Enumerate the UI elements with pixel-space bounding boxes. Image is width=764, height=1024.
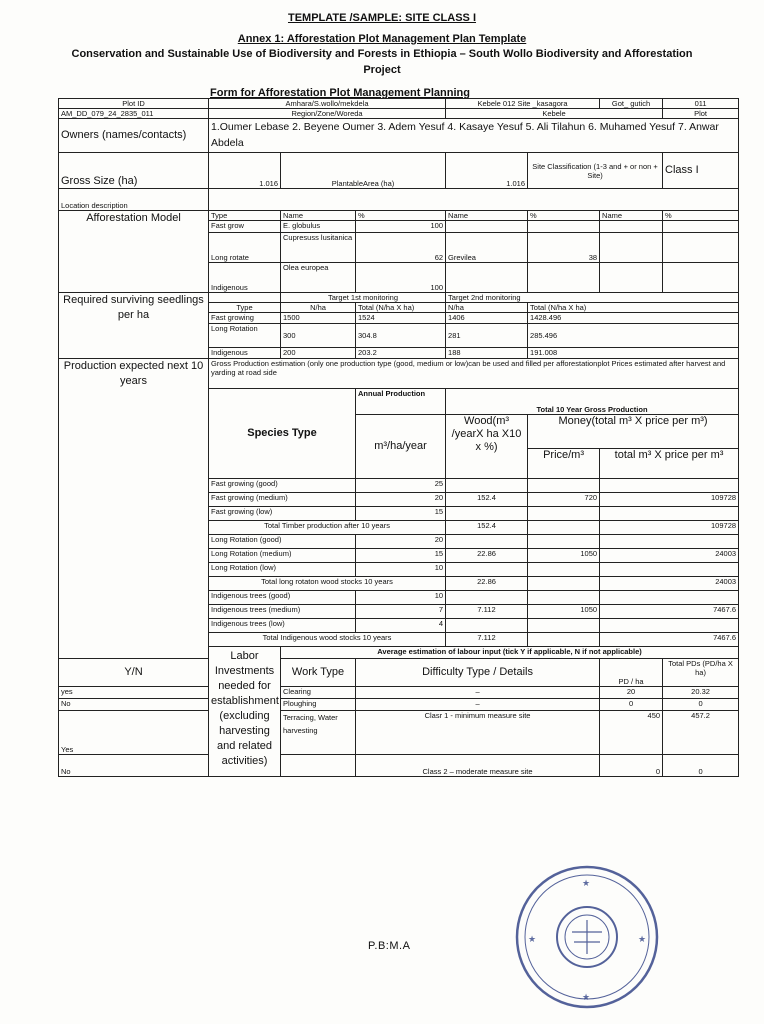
seedling-total-2: 191.008 bbox=[528, 348, 739, 359]
labor-yn: No bbox=[59, 699, 209, 711]
labor-pd-ha: 0 bbox=[600, 755, 663, 777]
production-total bbox=[600, 563, 739, 577]
production-annual: 20 bbox=[356, 493, 446, 507]
labor-detail: Clasr 1 - minimum measure site bbox=[356, 711, 600, 755]
production-species: Indigenous trees (good) bbox=[209, 591, 356, 605]
col-nha-1: N/ha bbox=[281, 303, 356, 313]
production-annual: 15 bbox=[356, 507, 446, 521]
production-total bbox=[600, 591, 739, 605]
labor-yn: No bbox=[59, 755, 209, 777]
production-price: 1050 bbox=[528, 549, 600, 563]
location-value bbox=[209, 189, 739, 211]
labor-work-type bbox=[281, 755, 356, 777]
species-name-2 bbox=[446, 263, 528, 293]
production-species: Long Rotation (low) bbox=[209, 563, 356, 577]
species-pct: 100 bbox=[356, 221, 446, 233]
species-name-3 bbox=[600, 233, 663, 263]
price-header: Price/m³ bbox=[528, 449, 600, 479]
location-label: Location description bbox=[59, 189, 209, 211]
species-pct-3 bbox=[663, 263, 739, 293]
money-header: Money(total m³ X price per m³) bbox=[528, 415, 739, 449]
production-species: Fast growing (good) bbox=[209, 479, 356, 493]
production-wood bbox=[446, 507, 528, 521]
labor-label: Labor Investments needed for establishment (excluding harvesting and related activities) bbox=[209, 647, 281, 777]
plan-form-table bbox=[58, 98, 739, 777]
labor-detail: – bbox=[356, 699, 600, 711]
production-annual: 7 bbox=[356, 605, 446, 619]
col-type: Type bbox=[209, 303, 281, 313]
production-total: 24003 bbox=[600, 549, 739, 563]
production-price bbox=[528, 591, 600, 605]
site-class-value: Class I bbox=[663, 153, 739, 189]
plantable-area-label: PlantableArea (ha) bbox=[281, 153, 446, 189]
labor-total-pds: 457.2 bbox=[663, 711, 739, 755]
production-price bbox=[528, 563, 600, 577]
seedlings-label: Required surviving seedlings per ha bbox=[59, 293, 209, 359]
production-wood bbox=[446, 563, 528, 577]
seedling-type: Long Rotation bbox=[209, 324, 281, 348]
seedling-type: Indigenous bbox=[209, 348, 281, 359]
target-1-label: Target 1st monitoring bbox=[281, 293, 446, 303]
labor-row bbox=[59, 755, 739, 777]
seedling-nha-2: 188 bbox=[446, 348, 528, 359]
production-wood: 152.4 bbox=[446, 521, 528, 535]
labor-pd-ha: 20 bbox=[600, 687, 663, 699]
afforestation-model-label: Afforestation Model bbox=[59, 211, 209, 293]
annual-production-header: Annual Production bbox=[356, 389, 446, 415]
col-type: Type bbox=[209, 211, 281, 221]
species-pct-3 bbox=[663, 233, 739, 263]
admin-value: Amhara/S.wollo/mekdela bbox=[209, 99, 446, 109]
production-note: Gross Production estimation (only one production type (good, medium or low)can be used and filled per afforestationplot Prices estimated after harvest and yarding at road side bbox=[209, 359, 739, 389]
labor-detail: – bbox=[356, 687, 600, 699]
production-total bbox=[600, 507, 739, 521]
labor-header-row bbox=[59, 659, 739, 687]
production-total: 7467.6 bbox=[600, 633, 739, 647]
labor-row bbox=[59, 699, 739, 711]
owners-value: 1.Oumer Lebase 2. Beyene Oumer 3. Adem Yesuf 4. Kasaye Yesuf 5. Ali Tilahun 6. Muhamed Yesuf 7. Anwar Abdela bbox=[209, 119, 739, 153]
production-total: 7467.6 bbox=[600, 605, 739, 619]
labor-row bbox=[59, 711, 739, 755]
production-species: Fast growing (low) bbox=[209, 507, 356, 521]
template-title: TEMPLATE /SAMPLE: SITE CLASS I bbox=[287, 12, 477, 24]
production-wood: 22.86 bbox=[446, 577, 528, 591]
species-name: E. globulus bbox=[281, 221, 356, 233]
seedlings-target-row bbox=[59, 293, 739, 303]
owners-label: Owners (names/contacts) bbox=[59, 119, 209, 153]
owners-row bbox=[59, 119, 739, 153]
plot-number: 011 bbox=[663, 99, 739, 109]
location-row bbox=[59, 189, 739, 211]
svg-text:★: ★ bbox=[528, 935, 537, 945]
seedling-total-1: 304.8 bbox=[356, 324, 446, 348]
plot-row-1 bbox=[59, 99, 739, 109]
plot-row-2 bbox=[59, 109, 739, 119]
labor-total-pds: 0 bbox=[663, 755, 739, 777]
seedling-nha-1: 1500 bbox=[281, 313, 356, 324]
size-row bbox=[59, 153, 739, 189]
species-name-2 bbox=[446, 221, 528, 233]
official-seal-icon bbox=[512, 862, 662, 1012]
production-species: Fast growing (medium) bbox=[209, 493, 356, 507]
species-type: Fast grow bbox=[209, 221, 281, 233]
plot-id-value: AM_DD_079_24_2835_011 bbox=[59, 109, 209, 119]
production-total bbox=[600, 619, 739, 633]
production-annual: 4 bbox=[356, 619, 446, 633]
species-name: Cupresuss lusitanica bbox=[281, 233, 356, 263]
production-price bbox=[528, 577, 600, 591]
production-price bbox=[528, 479, 600, 493]
production-species: Long Rotation (medium) bbox=[209, 549, 356, 563]
wood-header: Wood(m³ /yearX ha X10 x %) bbox=[446, 415, 528, 479]
species-name: Olea europea bbox=[281, 263, 356, 293]
production-species: Indigenous trees (low) bbox=[209, 619, 356, 633]
kebele-label: Kebele bbox=[446, 109, 663, 119]
got-value: Got_ gutich bbox=[600, 99, 663, 109]
production-wood: 7.112 bbox=[446, 605, 528, 619]
labor-total-pds: 0 bbox=[663, 699, 739, 711]
species-pct: 100 bbox=[356, 263, 446, 293]
species-pct: 62 bbox=[356, 233, 446, 263]
production-summary-label: Total Timber production after 10 years bbox=[209, 521, 446, 535]
production-total bbox=[600, 479, 739, 493]
production-species: Long Rotation (good) bbox=[209, 535, 356, 549]
seedling-total-2: 1428.496 bbox=[528, 313, 739, 324]
production-annual: 20 bbox=[356, 535, 446, 549]
production-annual: 10 bbox=[356, 591, 446, 605]
annex-title: Annex 1: Afforestation Plot Management Plan Template bbox=[237, 33, 527, 45]
col-pct-3: % bbox=[663, 211, 739, 221]
signature-initials: P.B:M.A bbox=[368, 940, 411, 952]
svg-text:★: ★ bbox=[638, 935, 647, 945]
col-pct-2: % bbox=[528, 211, 600, 221]
production-summary-label: Total long rotaton wood stocks 10 years bbox=[209, 577, 446, 591]
labor-detail: Class 2 – moderate measure site bbox=[356, 755, 600, 777]
production-price bbox=[528, 633, 600, 647]
production-price: 1050 bbox=[528, 605, 600, 619]
species-name-3 bbox=[600, 263, 663, 293]
labor-yn: Yes bbox=[59, 711, 209, 755]
production-wood: 152.4 bbox=[446, 493, 528, 507]
plantable-area-value: 1.016 bbox=[446, 153, 528, 189]
labor-work-type: Ploughing bbox=[281, 699, 356, 711]
svg-text:★: ★ bbox=[582, 879, 591, 889]
plot-label: Plot bbox=[663, 109, 739, 119]
admin-label: Region/Zone/Woreda bbox=[209, 109, 446, 119]
labor-work-type: Terracing, Water harvesting bbox=[281, 711, 356, 755]
col-total-2: Total (N/ha X ha) bbox=[528, 303, 739, 313]
labor-total-pds: 20.32 bbox=[663, 687, 739, 699]
production-price bbox=[528, 521, 600, 535]
species-pct-2 bbox=[528, 263, 600, 293]
labor-pd-ha: 450 bbox=[600, 711, 663, 755]
labor-pd-ha: 0 bbox=[600, 699, 663, 711]
production-total: 109728 bbox=[600, 493, 739, 507]
seedling-nha-1: 200 bbox=[281, 348, 356, 359]
seedling-total-1: 203.2 bbox=[356, 348, 446, 359]
col-name-2: Name bbox=[446, 211, 528, 221]
species-pct-3 bbox=[663, 221, 739, 233]
production-annual: 15 bbox=[356, 549, 446, 563]
form-title: Form for Afforestation Plot Management Planning bbox=[210, 87, 470, 99]
col-work-type: Work Type bbox=[281, 659, 356, 687]
kebele-value: Kebele 012 Site _kasagora bbox=[446, 99, 600, 109]
site-class-label: Site Classification (1-3 and + or non + Site) bbox=[528, 153, 663, 189]
total-price-header: total m³ X price per m³ bbox=[600, 449, 739, 479]
species-type: Long rotate bbox=[209, 233, 281, 263]
species-pct-2 bbox=[528, 221, 600, 233]
annual-unit-header: m³/ha/year bbox=[356, 415, 446, 479]
production-price bbox=[528, 535, 600, 549]
col-total-pds: Total PDs (PD/ha X ha) bbox=[663, 659, 739, 687]
production-wood bbox=[446, 591, 528, 605]
project-title: Conservation and Sustainable Use of Biodiversity and Forests in Ethiopia – South Wollo Biodiversity and Afforestation Project bbox=[71, 48, 693, 76]
production-wood: 7.112 bbox=[446, 633, 528, 647]
production-total: 109728 bbox=[600, 521, 739, 535]
species-type: Indigenous bbox=[209, 263, 281, 293]
col-yn: Y/N bbox=[59, 659, 209, 687]
seedling-total-2: 285.496 bbox=[528, 324, 739, 348]
col-difficulty: Difficulty Type / Details bbox=[356, 659, 600, 687]
production-price bbox=[528, 507, 600, 521]
production-price bbox=[528, 619, 600, 633]
col-total-1: Total (N/ha X ha) bbox=[356, 303, 446, 313]
production-price: 720 bbox=[528, 493, 600, 507]
species-type-header: Species Type bbox=[209, 389, 356, 479]
total-10-year-header: Total 10 Year Gross Production bbox=[446, 389, 739, 415]
blank-cell bbox=[209, 293, 281, 303]
production-label: Production expected next 10 years bbox=[59, 359, 209, 659]
target-2-label: Target 2nd monitoring bbox=[446, 293, 739, 303]
seedling-type: Fast growing bbox=[209, 313, 281, 324]
production-summary-label: Total Indigenous wood stocks 10 years bbox=[209, 633, 446, 647]
labor-note: Average estimation of labour input (tick Y if applicable, N if not applicable) bbox=[281, 647, 739, 659]
gross-size-value: 1.016 bbox=[209, 153, 281, 189]
production-annual: 10 bbox=[356, 563, 446, 577]
species-name-2: Grevilea bbox=[446, 233, 528, 263]
col-nha-2: N/ha bbox=[446, 303, 528, 313]
col-pd-ha: PD / ha bbox=[600, 659, 663, 687]
col-pct-1: % bbox=[356, 211, 446, 221]
afforestation-header-row bbox=[59, 211, 739, 221]
production-wood bbox=[446, 619, 528, 633]
production-total: 24003 bbox=[600, 577, 739, 591]
labor-row bbox=[59, 687, 739, 699]
production-wood: 22.86 bbox=[446, 549, 528, 563]
production-annual: 25 bbox=[356, 479, 446, 493]
production-wood bbox=[446, 479, 528, 493]
species-pct-2: 38 bbox=[528, 233, 600, 263]
seedling-nha-2: 1406 bbox=[446, 313, 528, 324]
col-name-3: Name bbox=[600, 211, 663, 221]
labor-yn: yes bbox=[59, 687, 209, 699]
labor-work-type: Clearing bbox=[281, 687, 356, 699]
production-note-row bbox=[59, 359, 739, 389]
species-name-3 bbox=[600, 221, 663, 233]
production-species: Indigenous trees (medium) bbox=[209, 605, 356, 619]
plot-id-label: Plot ID bbox=[59, 99, 209, 109]
col-name-1: Name bbox=[281, 211, 356, 221]
production-total bbox=[600, 535, 739, 549]
production-wood bbox=[446, 535, 528, 549]
seedling-nha-1: 300 bbox=[281, 324, 356, 348]
svg-text:★: ★ bbox=[582, 993, 591, 1003]
seedling-nha-2: 281 bbox=[446, 324, 528, 348]
seedling-total-1: 1524 bbox=[356, 313, 446, 324]
gross-size-label: Gross Size (ha) bbox=[59, 153, 209, 189]
